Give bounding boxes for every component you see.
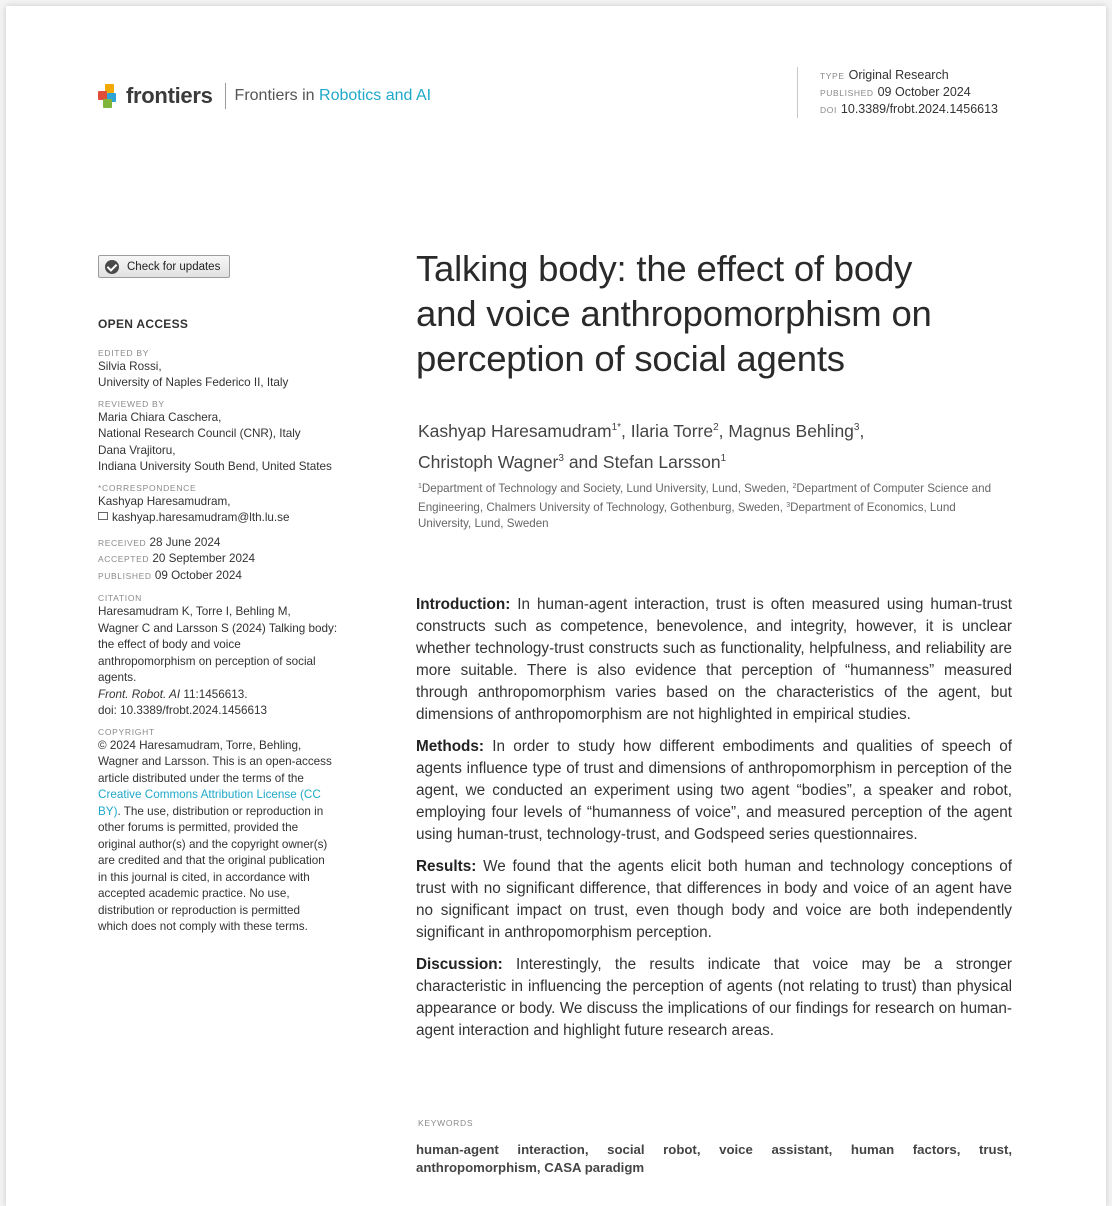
correspondence-name: Kashyap Haresamudram,: [98, 494, 231, 508]
meta-type: [820, 67, 998, 84]
copyright-line: are credited and that the original publication: [98, 854, 325, 867]
article-title: [416, 246, 1016, 381]
copyright-line: accepted academic practice. No use,: [98, 887, 290, 900]
citation-line: Wagner C and Larsson S (2024) Talking body:: [98, 621, 338, 635]
abstract-text: In order to study how different embodiments and qualities of speech of agents influence type of trust and dimensions of anthropomorphism in perception of the agent, we conducted an experiment using two agent “bodies”, a speaker and robot, employing four levels of “humanness of voice”, and measured perception of the agent using human-trust, technology-trust, and Godspeed series questionnaires.: [416, 738, 1012, 843]
copyright-line: distribution or reproduction is permitted: [98, 903, 301, 917]
copyright-line: Wagner and Larsson. This is an open-access: [98, 755, 332, 768]
title-line: perception of social agents: [416, 338, 845, 379]
citation-journal: Front. Robot. AI: [98, 687, 181, 701]
citation-label: CITATION: [98, 593, 143, 603]
copyright-line: other forums is permitted, provided the: [98, 821, 299, 834]
keywords: human-agent interaction, social robot, voice assistant, human factors, trust, anthropomorphism, CASA paradigm: [416, 1142, 1012, 1175]
abstract-heading: Introduction:: [416, 596, 511, 613]
affiliation-text: Department of Computer Science and Engineering, Chalmers University of Technology, Gothenburg, Sweden,: [418, 482, 992, 514]
author-list: [418, 414, 1008, 476]
logo-square-4: [103, 99, 112, 108]
meta-published: [820, 84, 998, 101]
journal-field: Robotics and AI: [319, 87, 432, 104]
abstract-text: In human-agent interaction, trust is often measured using human-trust constructs such as competence, benevolence, and integrity, however, it is unclear whether technology-trust constructs such as functionality, helpfulness, and reliability are more suitable. There is also evidence that perception of “humanness” measured through anthropomorphism varies based on the characteristics of the agent, but dimensions of anthropomorphism are not highlighted in empirical studies.: [416, 596, 1012, 723]
license-row: [98, 804, 360, 821]
accepted-value: 20 September 2024: [152, 552, 256, 565]
copyright-text-a: [98, 738, 360, 788]
reviewer-line: Indiana University South Bend, United States: [98, 460, 332, 473]
dates: [98, 535, 360, 585]
author-name[interactable]: Christoph Wagner: [418, 452, 559, 472]
affiliation-text: Department of Technology and Society, Lund University, Lund, Sweden,: [421, 482, 793, 495]
reviewed-by-label: REVIEWED BY: [98, 398, 165, 409]
copyright-line: in this journal is cited, in accordance with: [98, 870, 310, 884]
copyright-line: original author(s) and the copyright owner(s): [98, 837, 328, 851]
author-affiliation-marker: 3: [853, 422, 860, 433]
author-separator: ,: [859, 421, 865, 441]
reviewer-line: Dana Vrajitoru,: [98, 443, 176, 457]
check-for-updates-button[interactable]: [98, 255, 230, 278]
citation: [98, 604, 360, 720]
article-meta: [797, 67, 998, 118]
affiliation-marker: 3: [786, 501, 791, 509]
abstract-text: We found that the agents elicit both human and technology conceptions of trust with no significant difference, that differences in body and voice of an agent have no significant impact on trust, even though body and voice are both independently significant in anthropomorphism perception.: [416, 858, 1012, 941]
copyright-line: article distributed under the terms of the: [98, 771, 304, 785]
accepted-label: ACCEPTED: [98, 554, 150, 564]
author-separator: ,: [621, 421, 631, 441]
received-value: 28 June 2024: [149, 535, 221, 549]
meta-type-value: Original Research: [848, 68, 949, 82]
reviewer-line: Maria Chiara Caschera,: [98, 410, 222, 424]
citation-line: Haresamudram K, Torre I, Behling M,: [98, 605, 291, 618]
citation-text: [98, 604, 360, 687]
author-separator: ,: [718, 421, 729, 441]
editor-line: University of Naples Federico II, Italy: [98, 376, 289, 389]
title-line: and voice anthropomorphism on: [416, 293, 932, 334]
meta-published-value: 09 October 2024: [877, 85, 971, 99]
correspondence-email-row: [98, 510, 360, 527]
journal-prefix: Frontiers in: [234, 87, 320, 104]
brand-name: frontiers: [126, 83, 213, 108]
mail-icon: [98, 512, 108, 520]
abstract-section: [416, 954, 1012, 1042]
correspondence-label: *CORRESPONDENCE: [98, 482, 197, 493]
copyright: [98, 738, 360, 936]
author-separator: and: [563, 452, 603, 472]
check-circle-icon: [105, 260, 119, 274]
accepted-row: [98, 551, 360, 568]
copyright-label: COPYRIGHT: [98, 726, 155, 737]
citation-journal-row: [98, 687, 360, 704]
received-row: [98, 535, 360, 552]
author-name[interactable]: Stefan Larsson: [602, 452, 721, 472]
citation-line: the effect of body and voice: [98, 638, 241, 651]
affiliation-marker: 1: [418, 483, 422, 490]
affiliations: [418, 479, 1012, 533]
open-access-label: OPEN ACCESS: [98, 317, 189, 331]
published-row: [98, 568, 360, 585]
meta-doi-value[interactable]: 10.3389/frobt.2024.1456613: [840, 102, 999, 116]
editor-line: Silvia Rossi,: [98, 359, 162, 373]
license-after: . The use, distribution or reproduction in: [117, 804, 324, 818]
meta-type-label: TYPE: [820, 71, 845, 81]
journal-logo[interactable]: [98, 81, 431, 111]
affiliation-marker: 2: [792, 483, 797, 490]
title-line: Talking body: the effect of body: [416, 248, 913, 289]
frontiers-logo-icon: [98, 84, 122, 108]
abstract-heading: Methods:: [416, 738, 484, 755]
reviewed-by: [98, 410, 360, 476]
abstract-heading: Results:: [416, 858, 477, 875]
received-label: RECEIVED: [98, 537, 147, 548]
reviewer-line: National Research Council (CNR), Italy: [98, 427, 301, 440]
abstract-heading: Discussion:: [416, 956, 503, 973]
citation-volume: 11:1456613.: [180, 687, 248, 701]
author-affiliation-marker: 2: [713, 422, 719, 433]
meta-published-label: PUBLISHED: [820, 88, 874, 98]
meta-doi: [820, 101, 998, 118]
article-sidebar: [98, 316, 360, 940]
check-updates-label: Check for updates: [127, 260, 221, 273]
edited-by-label: EDITED BY: [98, 347, 150, 358]
citation-line: anthropomorphism on perception of social: [98, 654, 316, 668]
correspondence: [98, 494, 360, 527]
abstract-section: [416, 856, 1012, 944]
logo-divider: [225, 83, 226, 109]
citation-doi[interactable]: doi: 10.3389/frobt.2024.1456613: [98, 704, 267, 717]
citation-line: agents.: [98, 671, 137, 684]
abstract-text: Interestingly, the results indicate that voice may be a stronger characteristic in influencing the perception of agents (not relating to trust) than physical appearance or body. We discuss the implications of our findings for research on human-agent interaction and highlight future research areas.: [416, 956, 1012, 1039]
abstract-section: [416, 736, 1012, 846]
author-affiliation-marker: 1*: [611, 422, 622, 433]
copyright-text-b: [98, 820, 360, 936]
license-link[interactable]: Creative Commons Attribution License (CC: [98, 788, 321, 801]
author-name[interactable]: Kashyap Haresamudram: [418, 421, 612, 441]
meta-doi-label: DOI: [820, 105, 837, 115]
published-label: PUBLISHED: [98, 570, 152, 581]
keywords-label: KEYWORDS: [418, 1118, 474, 1128]
published-value: 09 October 2024: [154, 568, 242, 582]
author-affiliation-marker: 1: [720, 453, 727, 464]
license-link-end[interactable]: BY): [98, 804, 118, 818]
edited-by: [98, 359, 360, 392]
journal-name: [235, 87, 432, 105]
abstract: [416, 594, 1012, 1052]
copyright-line: © 2024 Haresamudram, Torre, Behling,: [98, 738, 302, 752]
author-affiliation-marker: 3: [558, 453, 564, 464]
author-name[interactable]: Magnus Behling: [728, 421, 854, 441]
copyright-line: which does not comply with these terms.: [98, 920, 308, 933]
abstract-section: [416, 594, 1012, 726]
affiliation-text: Department of Economics, Lund University, Lund, Sweden: [418, 500, 956, 530]
author-name[interactable]: Ilaria Torre: [630, 421, 714, 441]
correspondence-email[interactable]: kashyap.haresamudram@lth.lu.se: [112, 511, 290, 524]
